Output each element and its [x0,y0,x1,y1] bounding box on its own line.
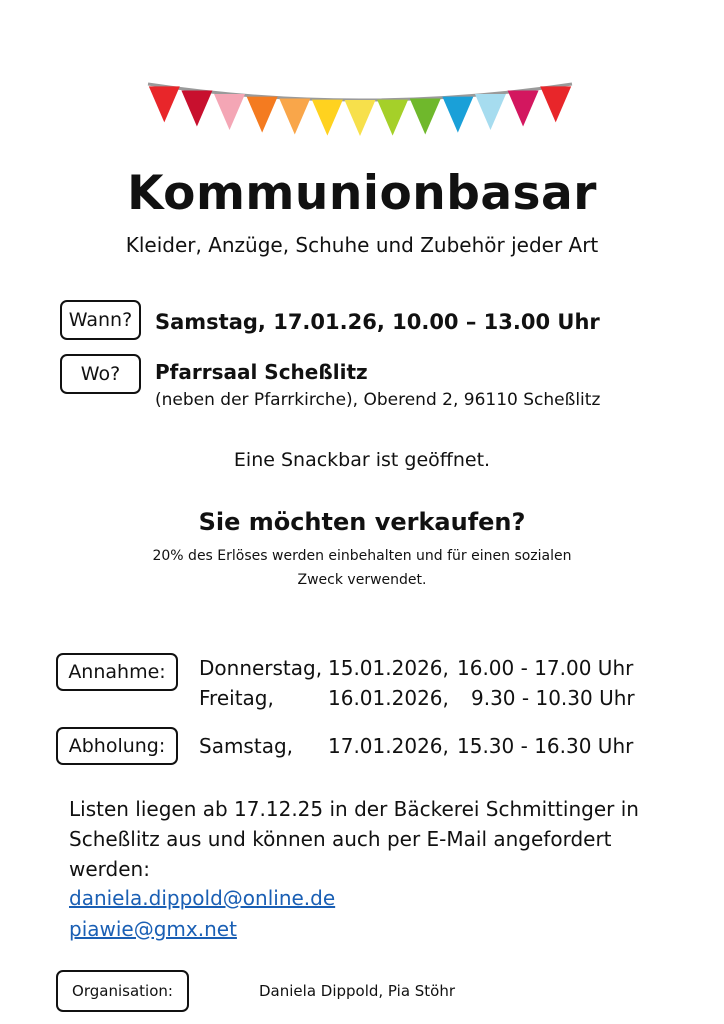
when-label: Wann? [68,308,133,331]
organisation-label-box [56,970,189,1012]
annahme-day-1: Donnerstag, [199,656,323,680]
bunting-flag [149,86,180,122]
email-link-pia[interactable]: piawie@gmx.net [69,917,237,941]
annahme-row-2 [0,686,724,712]
email-link-daniela[interactable]: daniela.dippold@online.de [69,886,336,910]
where-label: Wo? [80,362,121,385]
bunting-flag [181,91,212,127]
sell-info-line-2: Zweck verwendet. [297,572,427,588]
abholung-day: Samstag, [199,734,294,758]
annahme-date-1: 15.01.2026, [328,656,449,680]
snackbar-note: Eine Snackbar ist geöffnet. [233,449,491,471]
page-subtitle: Kleider, Anzüge, Schuhe und Zubehör jeder Art [125,233,599,257]
sell-info-line-1: 20% des Erlöses werden einbehalten und für einen sozialen [152,548,572,564]
annahme-date-2: 16.01.2026, [328,686,449,710]
when-label-box [60,300,141,340]
sell-info [0,544,724,592]
bunting-flag [540,86,571,122]
bunting-flag [247,97,278,133]
annahme-time-2: 9.30 - 10.30 Uhr [471,686,635,710]
bunting-flag [410,98,441,134]
abholung-label: Abholung: [68,734,166,757]
organisation-names: Daniela Dippold, Pia Stöhr [259,982,456,1000]
annahme-time-1: 16.00 - 17.00 Uhr [457,656,634,680]
abholung-date: 17.01.2026, [328,734,449,758]
bunting-flag [279,98,310,134]
abholung-time: 15.30 - 16.30 Uhr [457,734,634,758]
where-label-box [60,354,141,394]
bunting-flag [312,100,343,136]
bunting-flag [377,100,408,136]
bunting-flag [442,97,473,133]
venue-address: (neben der Pfarrkirche), Oberend 2, 96110 Scheßlitz [155,390,601,410]
venue-name: Pfarrsaal Scheßlitz [155,360,368,384]
sell-heading: Sie möchten verkaufen? [198,508,526,536]
abholung-row [0,734,724,760]
bunting-garland-decoration [140,70,580,150]
annahme-row-1 [0,656,724,682]
annahme-day-2: Freitag, [199,686,274,710]
lists-info: Listen liegen ab 17.12.25 in der Bäckerei Schmittinger in Scheßlitz aus und können auch per E-Mail angefordert werden: [69,797,639,881]
annahme-label: Annahme: [68,660,166,683]
bunting-flag [214,94,245,130]
bunting-flag [345,100,376,136]
event-date-time: Samstag, 17.01.26, 10.00 – 13.00 Uhr [155,310,600,334]
bunting-flag [508,91,539,127]
bunting-flag [475,94,506,130]
page-title: Kommunionbasar [127,166,597,221]
organisation-label: Organisation: [72,981,173,1000]
